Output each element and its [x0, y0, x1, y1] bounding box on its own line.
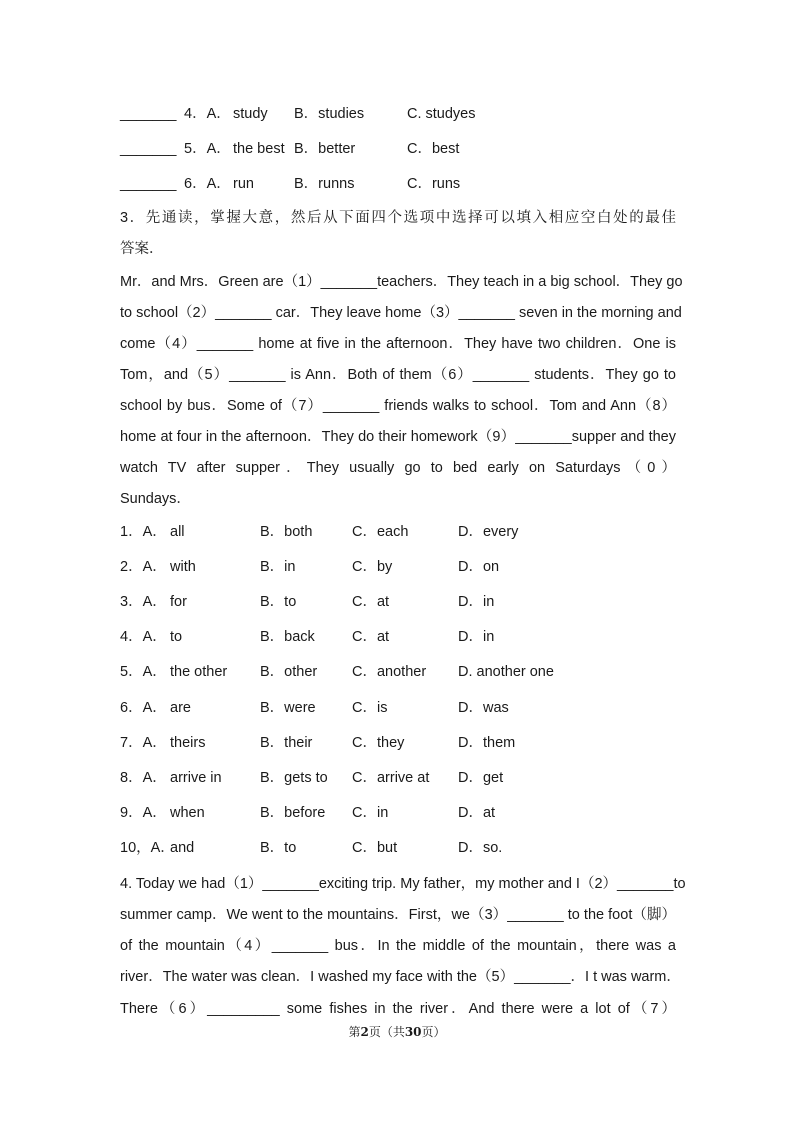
option-c: C．another	[352, 664, 427, 680]
option-a: to	[170, 629, 183, 645]
footer-prefix: 第	[348, 1025, 361, 1039]
option-d: D．them	[458, 735, 516, 751]
option-d: D．so.	[458, 840, 503, 856]
option-c: C．at	[352, 594, 390, 610]
option-c: C．best	[407, 141, 460, 157]
option-a: theirs	[170, 735, 206, 751]
option-b: B．before	[260, 805, 326, 821]
footer-page-number: 2	[360, 1025, 369, 1039]
option-b: B．studies	[294, 106, 365, 122]
instruction-line: 答案．	[120, 241, 164, 257]
option-c: C．each	[352, 524, 409, 540]
option-a: for	[170, 594, 187, 610]
option-a: when	[170, 805, 205, 821]
option-c: C. studyes	[407, 106, 476, 122]
option-a: run	[233, 176, 254, 192]
answer-blank: _______	[120, 141, 177, 157]
passage-line: There（6）_________ some fishes in the river．And there were a lot of（7）	[120, 1001, 676, 1017]
footer-suffix: 页）	[421, 1025, 446, 1039]
footer-middle: 页（共	[368, 1025, 405, 1039]
option-a: with	[170, 559, 196, 575]
passage-line: school by bus．Some of（7）_______ friends walks to school．Tom and Ann（8）	[120, 398, 676, 414]
option-b: B．in	[260, 559, 296, 575]
option-c: C．by	[352, 559, 393, 575]
option-d: D. another one	[458, 664, 554, 680]
option-a: study	[233, 106, 268, 122]
option-number: 8．A．	[120, 770, 167, 786]
passage-line: Sundays．	[120, 491, 191, 507]
option-d: D．at	[458, 805, 496, 821]
option-b: B．to	[260, 594, 297, 610]
answer-blank: _______	[120, 176, 177, 192]
option-b: B．runns	[294, 176, 355, 192]
option-c: C．runs	[407, 176, 461, 192]
option-c: C．but	[352, 840, 398, 856]
option-a: are	[170, 700, 191, 716]
option-d: D．in	[458, 594, 495, 610]
option-number: 6．A．	[120, 700, 167, 716]
option-number: 2．A．	[120, 559, 167, 575]
option-number: 4．A．	[120, 629, 167, 645]
passage-line: Mr．and Mrs．Green are（1）_______teachers．They teach in a big school．They go	[120, 274, 683, 290]
option-b: B．other	[260, 664, 318, 680]
option-b: B．back	[260, 629, 315, 645]
option-c: C．arrive at	[352, 770, 430, 786]
question-number: 6．A．	[184, 176, 231, 192]
option-c: C．at	[352, 629, 390, 645]
option-b: B．better	[294, 141, 356, 157]
passage-line: watch TV after supper．They usually go to bed early on Saturdays（0）	[120, 460, 676, 476]
option-a: the other	[170, 664, 228, 680]
option-b: B．their	[260, 735, 313, 751]
passage-line: river．The water was clean．I washed my face with the（5）_______．I t was warm．	[120, 969, 681, 985]
question-number: 4．A．	[184, 106, 231, 122]
passage-line: home at four in the afternoon．They do their homework（9）_______supper and they	[120, 429, 676, 445]
instruction-line: 3．先通读，掌握大意，然后从下面四个选项中选择可以填入相应空白处的最佳	[120, 210, 676, 226]
option-number: 3．A．	[120, 594, 167, 610]
option-b: B．to	[260, 840, 297, 856]
answer-blank: _______	[120, 106, 177, 122]
option-d: D．get	[458, 770, 504, 786]
option-number: 10，A．	[120, 840, 175, 856]
passage-line: summer camp．We went to the mountains．First，we（3）_______ to the foot（脚）	[120, 907, 676, 923]
option-a: and	[170, 840, 195, 856]
option-d: D．was	[458, 700, 509, 716]
option-number: 9．A．	[120, 805, 167, 821]
passage-line: 4. Today we had（1）_______exciting trip. My father，my mother and I（2）_______to	[120, 876, 686, 892]
passage-line: to school（2）_______ car．They leave home（3）_______ seven in the morning and	[120, 305, 682, 321]
option-number: 1．A．	[120, 524, 167, 540]
option-number: 7．A．	[120, 735, 167, 751]
option-number: 5．A．	[120, 664, 167, 680]
option-b: B．both	[260, 524, 313, 540]
option-b: B．were	[260, 700, 316, 716]
option-a: the best	[233, 141, 285, 157]
passage-line: Tom，and（5）_______ is Ann．Both of them（6）_______ students．They go to	[120, 367, 676, 383]
option-a: arrive in	[170, 770, 222, 786]
page-footer	[0, 1023, 794, 1040]
footer-total-pages: 30	[404, 1025, 422, 1039]
option-d: D．every	[458, 524, 519, 540]
option-c: C．they	[352, 735, 405, 751]
passage-line: of the mountain（4）_______ bus．In the middle of the mountain，there was a	[120, 938, 676, 954]
option-a: all	[170, 524, 185, 540]
passage-line: come（4）_______ home at five in the afternoon．They have two children．One is	[120, 336, 676, 352]
option-c: C．is	[352, 700, 388, 716]
option-d: D．on	[458, 559, 500, 575]
option-b: B．gets to	[260, 770, 328, 786]
question-number: 5．A．	[184, 141, 231, 157]
option-c: C．in	[352, 805, 389, 821]
option-d: D．in	[458, 629, 495, 645]
